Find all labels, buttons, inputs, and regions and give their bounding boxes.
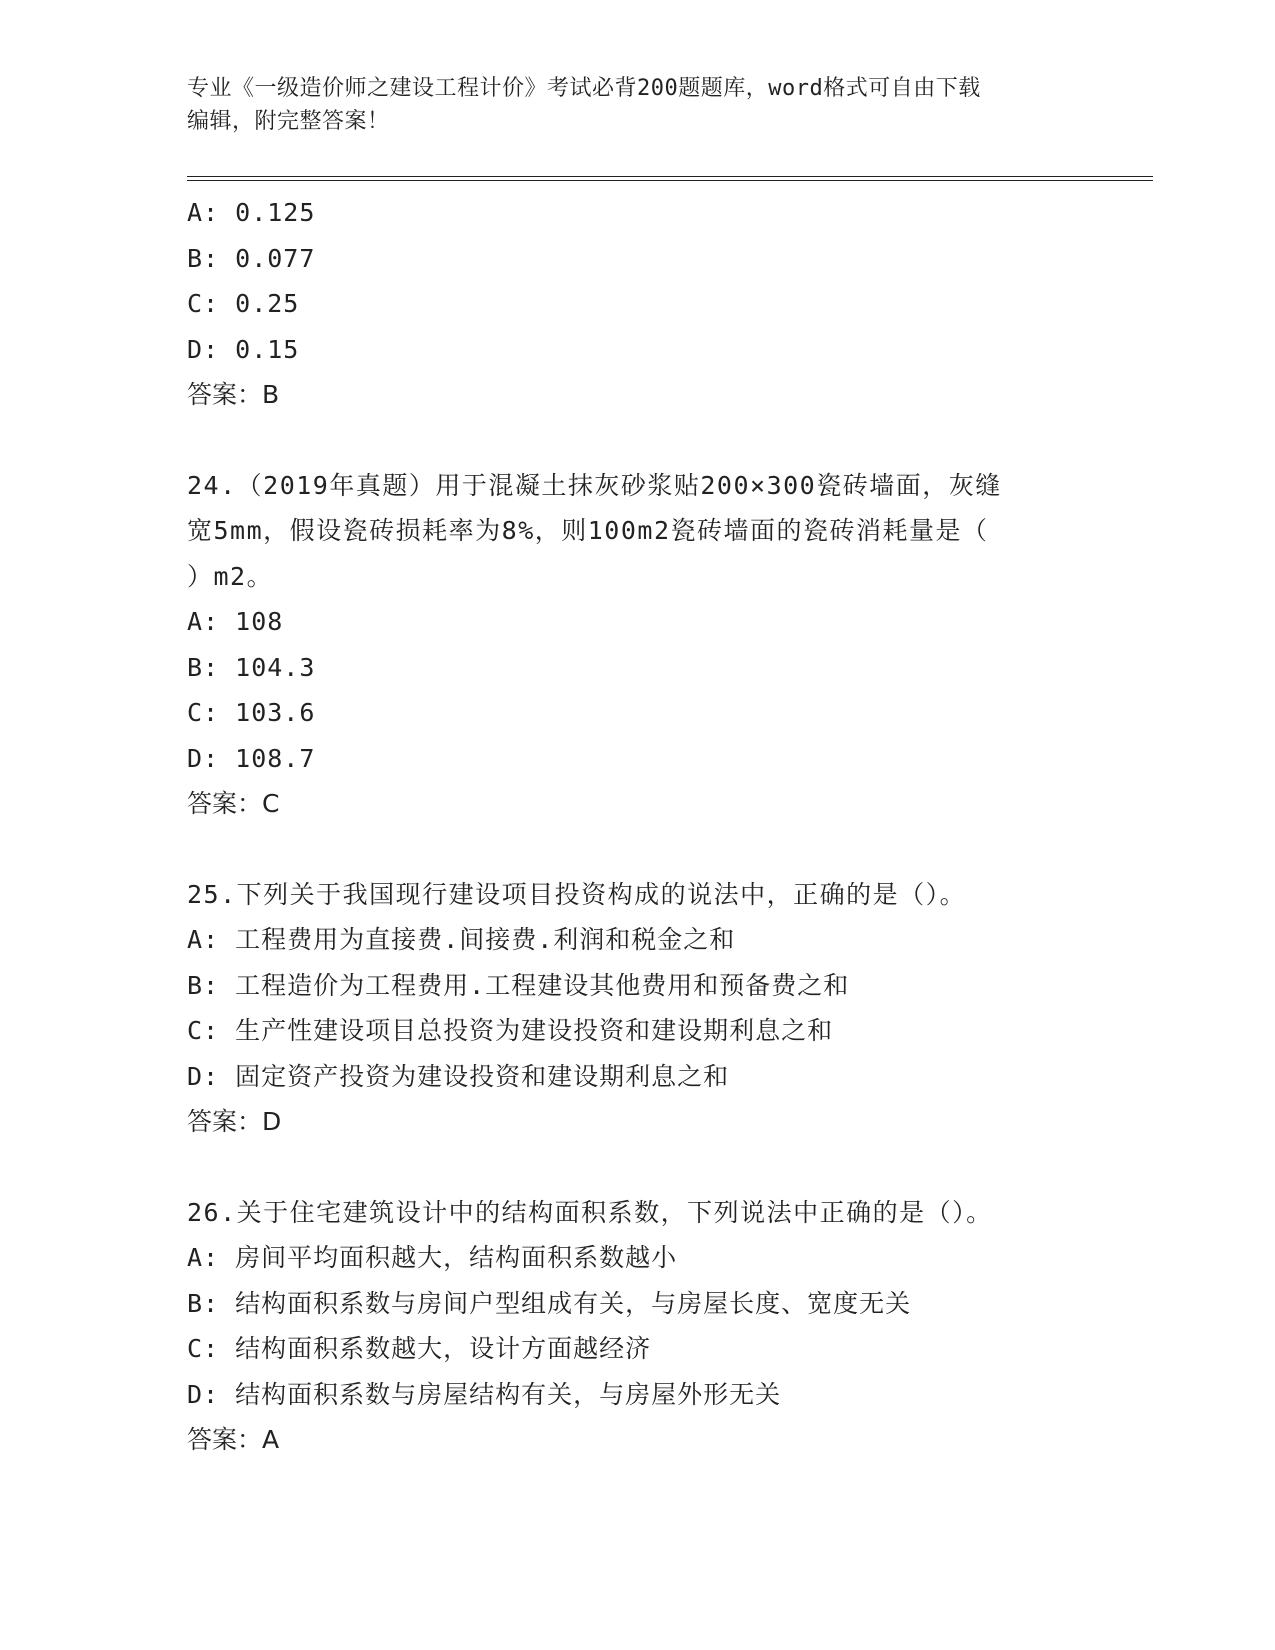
option-b: B: 工程造价为工程费用.工程建设其他费用和预备费之和 bbox=[187, 970, 850, 1000]
option-d: D: 固定资产投资为建设投资和建设期利息之和 bbox=[187, 1061, 730, 1091]
option-a: A: 0.125 bbox=[187, 198, 316, 227]
question-stem-line: 25.下列关于我国现行建设项目投资构成的说法中，正确的是（）。 bbox=[187, 879, 967, 909]
option-b: B: 104.3 bbox=[187, 652, 316, 682]
question-stem-line: 24.（2019年真题）用于混凝土抹灰砂浆贴200×300瓷砖墙面，灰缝 bbox=[187, 470, 1002, 500]
option-c: C: 结构面积系数越大，设计方面越经济 bbox=[187, 1334, 652, 1363]
question-26 bbox=[187, 1190, 1087, 1463]
option-d: D: 结构面积系数与房屋结构有关，与房屋外形无关 bbox=[187, 1379, 782, 1409]
answer-line: 答案：A bbox=[187, 1425, 280, 1454]
page-header bbox=[187, 72, 1087, 138]
question-stem-line: ）m2。 bbox=[187, 561, 274, 591]
spacer bbox=[187, 827, 1087, 872]
option-d: D: 108.7 bbox=[187, 743, 316, 773]
option-a: A: 108 bbox=[187, 607, 284, 636]
header-divider bbox=[187, 176, 1153, 181]
question-25 bbox=[187, 872, 1087, 1145]
answer-line: 答案：C bbox=[187, 789, 280, 818]
option-c: C: 生产性建设项目总投资为建设投资和建设期利息之和 bbox=[187, 1016, 834, 1045]
option-c: C: 103.6 bbox=[187, 698, 316, 727]
spacer bbox=[187, 1145, 1087, 1190]
answer-line: 答案：B bbox=[187, 380, 280, 409]
question-stem-line: 宽5mm，假设瓷砖损耗率为8%，则100m2瓷砖墙面的瓷砖消耗量是（ bbox=[187, 516, 989, 545]
option-d: D: 0.15 bbox=[187, 334, 300, 364]
question-24 bbox=[187, 463, 1087, 827]
option-b: B: 0.077 bbox=[187, 243, 316, 273]
option-b: B: 结构面积系数与房间户型组成有关，与房屋长度、宽度无关 bbox=[187, 1288, 912, 1318]
option-c: C: 0.25 bbox=[187, 289, 300, 318]
header-title-line-1: 专业《一级造价师之建设工程计价》考试必背200题题库，word格式可自由下载 bbox=[187, 76, 981, 101]
option-a: A: 工程费用为直接费.间接费.利润和税金之和 bbox=[187, 925, 736, 954]
option-a: A: 房间平均面积越大，结构面积系数越小 bbox=[187, 1243, 678, 1272]
answer-line: 答案：D bbox=[187, 1107, 282, 1136]
header-title-line-2: 编辑，附完整答案！ bbox=[187, 109, 390, 134]
question-stem-line: 26.关于住宅建筑设计中的结构面积系数，下列说法中正确的是（）。 bbox=[187, 1197, 993, 1227]
question-23-continued bbox=[187, 190, 1087, 418]
spacer bbox=[187, 418, 1087, 463]
question-content bbox=[187, 190, 1087, 1463]
